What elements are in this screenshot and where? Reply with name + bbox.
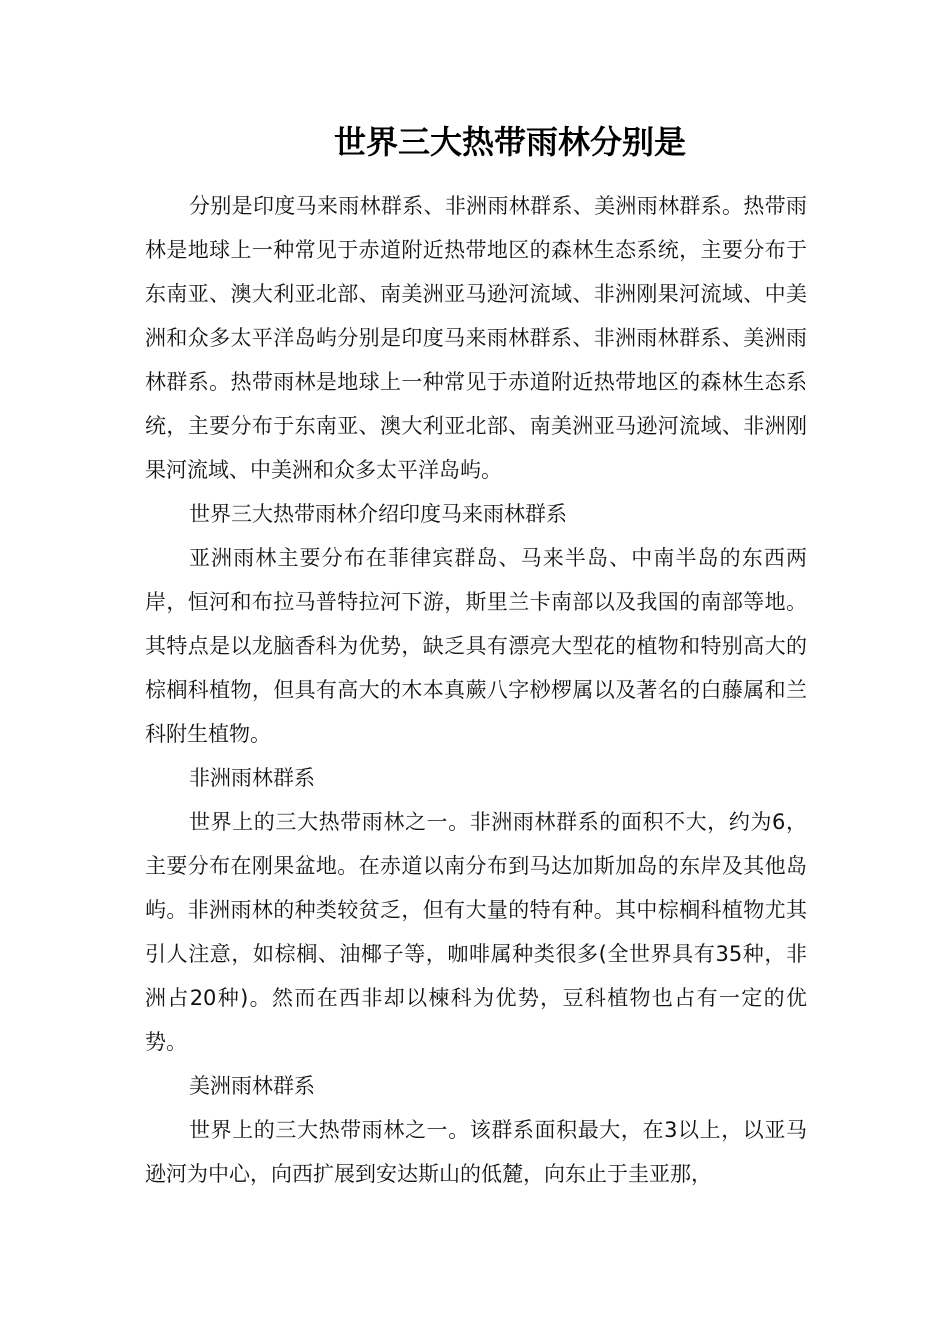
africa-paragraph: 世界上的三大热带雨林之一。非洲雨林群系的面积不大，约为6，主要分布在刚果盆地。在赤道以南分布到马达加斯加岛的东岸及其他岛屿。非洲雨林的种类较贫乏，但有大量的特有种。其中棕榈科植物尤其引人注意，如棕榈、油椰子等，咖啡属种类很多(全世界具有35种，非洲占20种)。然而在西非却以楝科为优势，豆科植物也占有一定的优势。 bbox=[145, 810, 807, 1054]
intro-paragraph: 分别是印度马来雨林群系、非洲雨林群系、美洲雨林群系。热带雨林是地球上一种常见于赤道附近热带地区的森林生态系统，主要分布于东南亚、澳大利亚北部、南美洲亚马逊河流域、非洲刚果河流域、中美洲和众多太平洋岛屿分别是印度马来雨林群系、非洲雨林群系、美洲雨林群系。热带雨林是地球上一种常见于赤道附近热带地区的森林生态系统，主要分布于东南亚、澳大利亚北部、南美洲亚马逊河流域、非洲刚果河流域、中美洲和众多太平洋岛屿。 bbox=[145, 194, 807, 482]
section-heading-america: 美洲雨林群系 bbox=[189, 1074, 315, 1098]
indo-malay-paragraph: 亚洲雨林主要分布在菲律宾群岛、马来半岛、中南半岛的东西两岸，恒河和布拉马普特拉河下游，斯里兰卡南部以及我国的南部等地。其特点是以龙脑香科为优势，缺乏具有漂亮大型花的植物和特别高大的棕榈科植物，但具有高大的木本真蕨八字桫椤属以及著名的白藤属和兰科附生植物。 bbox=[145, 546, 807, 746]
section-heading-indo-malay: 世界三大热带雨林介绍印度马来雨林群系 bbox=[189, 502, 567, 526]
document-body bbox=[145, 184, 807, 1196]
america-paragraph: 世界上的三大热带雨林之一。该群系面积最大，在3以上，以亚马逊河为中心，向西扩展到安达斯山的低麓，向东止于圭亚那， bbox=[145, 1118, 807, 1186]
document-title: 世界三大热带雨林分别是 bbox=[333, 123, 686, 161]
section-heading-africa: 非洲雨林群系 bbox=[189, 766, 315, 790]
